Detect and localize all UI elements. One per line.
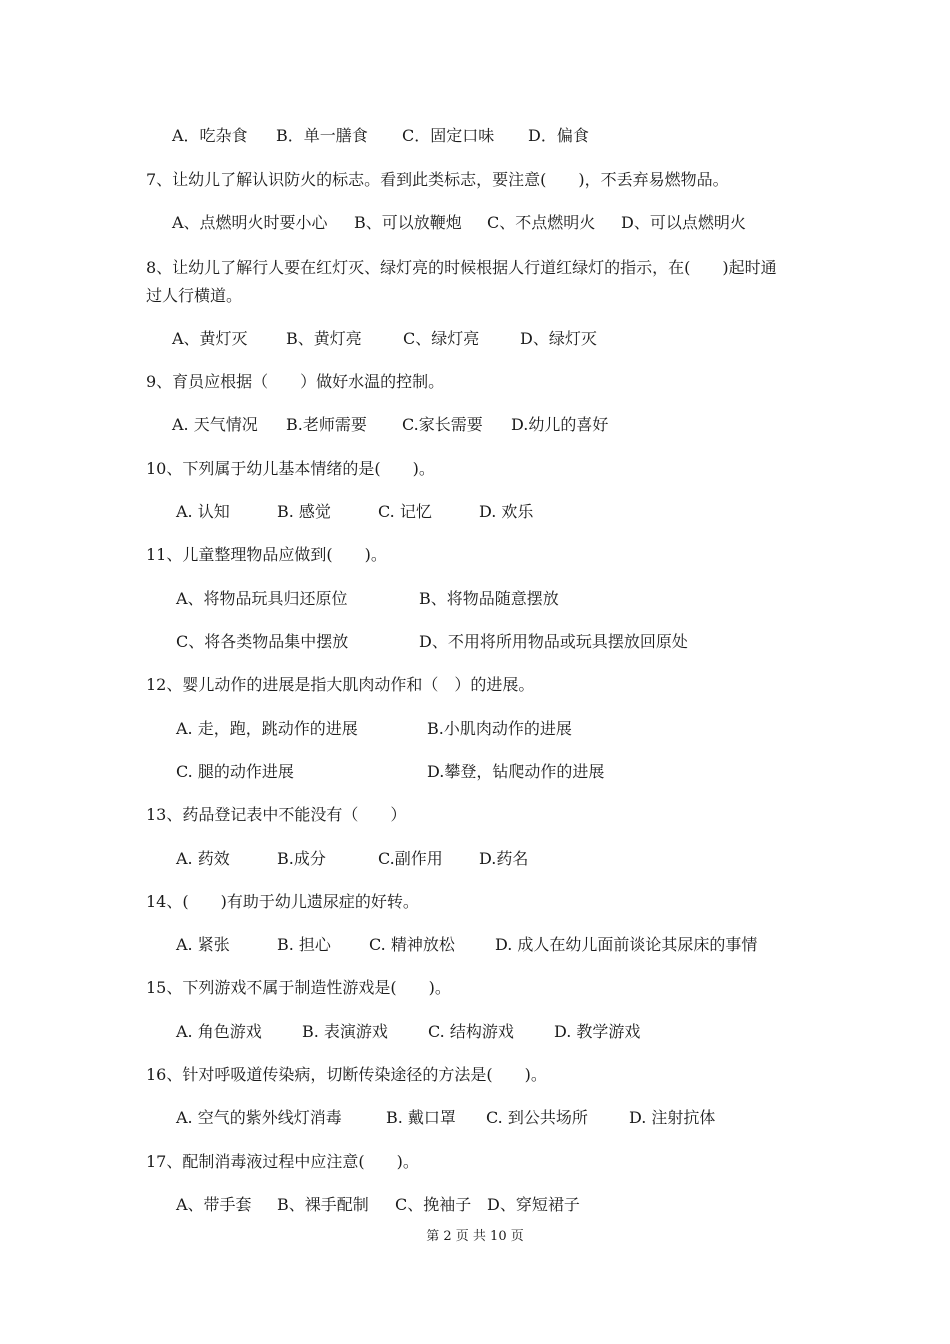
q11-option-d: D、不用将所用物品或玩具摆放回原处 xyxy=(419,632,688,651)
q10-option-a: A. 认知 xyxy=(176,502,230,521)
q6-option-b: B．单一膳食 xyxy=(276,126,368,145)
q8-option-a: A、黄灯灭 xyxy=(172,329,248,348)
q16-option-c: C. 到公共场所 xyxy=(486,1108,588,1127)
q9-option-c: C.家长需要 xyxy=(402,415,483,434)
q12-option-c: C. 腿的动作进展 xyxy=(176,762,294,781)
q10-option-c: C. 记忆 xyxy=(378,502,432,521)
q17-option-b: B、裸手配制 xyxy=(277,1195,369,1214)
q12-option-a: A. 走，跑，跳动作的进展 xyxy=(176,719,358,738)
q15-option-a: A. 角色游戏 xyxy=(176,1022,262,1041)
q11-option-c: C、将各类物品集中摆放 xyxy=(176,632,349,651)
q13-option-c: C.副作用 xyxy=(378,849,443,868)
question-10-stem: 10、下列属于幼儿基本情绪的是( )。 xyxy=(146,459,435,478)
q9-option-a: A. 天气情况 xyxy=(172,415,258,434)
question-12-stem: 12、婴儿动作的进展是指大肌肉动作和（ ）的进展。 xyxy=(146,675,535,694)
q9-option-b: B.老师需要 xyxy=(286,415,367,434)
q13-option-d: D.药名 xyxy=(479,849,529,868)
q12-option-d: D.攀登，钻爬动作的进展 xyxy=(427,762,605,781)
q17-option-a: A、带手套 xyxy=(176,1195,252,1214)
q7-option-d: D、可以点燃明火 xyxy=(621,213,746,232)
q8-option-b: B、黄灯亮 xyxy=(286,329,362,348)
q13-option-a: A. 药效 xyxy=(176,849,230,868)
q15-option-c: C. 结构游戏 xyxy=(428,1022,514,1041)
q6-option-a: A．吃杂食 xyxy=(172,126,248,145)
q8-option-d: D、绿灯灭 xyxy=(520,329,597,348)
question-8-stem-line2: 过人行横道。 xyxy=(146,286,243,305)
question-15-stem: 15、下列游戏不属于制造性游戏是( )。 xyxy=(146,978,451,997)
q14-option-d: D. 成人在幼儿面前谈论其尿床的事情 xyxy=(495,935,758,954)
question-16-stem: 16、针对呼吸道传染病，切断传染途径的方法是( )。 xyxy=(146,1065,547,1084)
q8-option-c: C、绿灯亮 xyxy=(403,329,480,348)
q7-option-a: A、点燃明火时要小心 xyxy=(172,213,328,232)
page-number-footer: 第 2 页 共 10 页 xyxy=(426,1229,524,1244)
q6-option-d: D．偏食 xyxy=(528,126,589,145)
question-8-stem-line1: 8、让幼儿了解行人要在红灯灭、绿灯亮的时候根据人行道红绿灯的指示，在( )起时通 xyxy=(146,258,777,277)
q13-option-b: B.成分 xyxy=(277,849,326,868)
question-7-stem: 7、让幼儿了解认识防火的标志。看到此类标志，要注意( )，不丢弃易燃物品。 xyxy=(146,170,729,189)
q11-option-a: A、将物品玩具归还原位 xyxy=(176,589,348,608)
q7-option-c: C、不点燃明火 xyxy=(487,213,596,232)
q10-option-d: D. 欢乐 xyxy=(479,502,534,521)
q12-option-b: B.小肌肉动作的进展 xyxy=(427,719,572,738)
q11-option-b: B、将物品随意摆放 xyxy=(419,589,559,608)
q17-option-d: D、穿短裙子 xyxy=(487,1195,580,1214)
q14-option-c: C. 精神放松 xyxy=(369,935,455,954)
q16-option-d: D. 注射抗体 xyxy=(629,1108,716,1127)
q14-option-a: A. 紧张 xyxy=(176,935,230,954)
q7-option-b: B、可以放鞭炮 xyxy=(354,213,462,232)
q9-option-d: D.幼儿的喜好 xyxy=(511,415,609,434)
q15-option-d: D. 教学游戏 xyxy=(554,1022,641,1041)
question-14-stem: 14、( )有助于幼儿遗尿症的好转。 xyxy=(146,892,419,911)
question-9-stem: 9、育员应根据（ ）做好水温的控制。 xyxy=(146,372,445,391)
question-11-stem: 11、儿童整理物品应做到( )。 xyxy=(146,545,387,564)
q10-option-b: B. 感觉 xyxy=(277,502,331,521)
q6-option-c: C．固定口味 xyxy=(402,126,495,145)
q16-option-b: B. 戴口罩 xyxy=(386,1108,456,1127)
q14-option-b: B. 担心 xyxy=(277,935,331,954)
q16-option-a: A. 空气的紫外线灯消毒 xyxy=(176,1108,342,1127)
question-17-stem: 17、配制消毒液过程中应注意( )。 xyxy=(146,1152,419,1171)
question-13-stem: 13、药品登记表中不能没有（ ） xyxy=(146,805,407,824)
q15-option-b: B. 表演游戏 xyxy=(302,1022,388,1041)
q17-option-c: C、挽袖子 xyxy=(395,1195,472,1214)
